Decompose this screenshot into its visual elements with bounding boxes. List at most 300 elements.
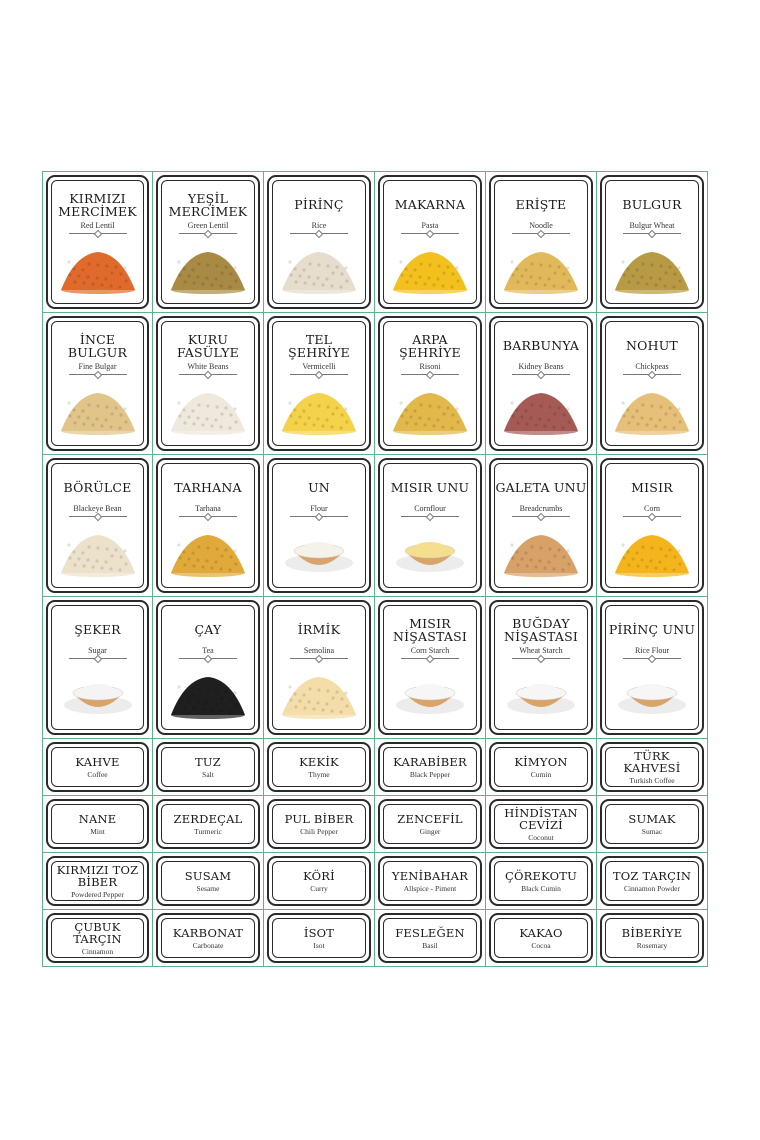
label-title: TÜRK KAHVESİ xyxy=(623,748,681,775)
label-title: FESLEĞEN xyxy=(395,925,465,940)
label-inner-frame xyxy=(272,180,366,304)
label-title: NANE xyxy=(78,811,117,826)
label-cell xyxy=(264,796,375,853)
food-photo xyxy=(387,240,473,296)
label-title: ÇUBUK TARÇIN xyxy=(73,919,122,946)
label-frame xyxy=(489,913,593,963)
label-frame xyxy=(267,799,371,849)
label-frame xyxy=(378,316,482,451)
label-inner-frame xyxy=(605,180,699,304)
label-subtitle: Kidney Beans xyxy=(518,362,564,371)
food-photo xyxy=(498,665,584,721)
label-frame xyxy=(600,913,704,963)
label-title: ZENCEFİL xyxy=(397,811,463,826)
label-subtitle: Flour xyxy=(310,504,328,513)
label-cell xyxy=(153,597,264,739)
food-photo xyxy=(55,665,141,721)
label-inner-frame xyxy=(494,861,588,901)
label-frame xyxy=(600,856,704,906)
label-inner-frame xyxy=(605,861,699,901)
food-photo xyxy=(276,665,362,721)
label-title: PİRİNÇ xyxy=(294,197,344,212)
label-subtitle: Cocoa xyxy=(531,940,551,950)
label-cell xyxy=(153,853,264,910)
label-inner-frame xyxy=(383,804,477,844)
label-cell xyxy=(264,910,375,967)
food-photo xyxy=(165,665,251,721)
noodle-image xyxy=(498,240,584,296)
corn-image xyxy=(609,523,695,579)
food-photo xyxy=(387,665,473,721)
label-cell xyxy=(264,597,375,739)
label-subtitle: Cornflour xyxy=(414,504,446,513)
white-beans-image xyxy=(165,381,251,437)
ornament-divider xyxy=(290,233,348,234)
label-subtitle: Cinnamon xyxy=(81,946,114,956)
food-photo xyxy=(609,381,695,437)
label-frame xyxy=(600,742,704,792)
small-label-grid xyxy=(42,739,708,967)
label-title: TUZ xyxy=(195,754,221,769)
label-title: HİNDİSTAN CEVİZİ xyxy=(504,805,578,832)
label-title: MISIR xyxy=(631,480,673,495)
label-inner-frame xyxy=(161,463,255,588)
label-inner-frame xyxy=(161,804,255,844)
label-frame xyxy=(156,175,260,309)
label-subtitle: Coconut xyxy=(528,832,554,842)
label-inner-frame xyxy=(494,463,588,588)
label-cell xyxy=(264,313,375,455)
label-subtitle: Salt xyxy=(202,769,214,779)
food-photo xyxy=(165,523,251,579)
rice-image xyxy=(276,240,362,296)
label-title: ŞEKER xyxy=(74,622,121,637)
label-frame xyxy=(267,742,371,792)
label-cell xyxy=(42,455,153,597)
label-subtitle: Corn xyxy=(644,504,660,513)
label-title: KARBONAT xyxy=(172,925,244,940)
label-cell xyxy=(153,910,264,967)
ornament-divider xyxy=(69,658,127,659)
food-photo xyxy=(609,665,695,721)
label-frame xyxy=(46,742,149,792)
label-subtitle: Ginger xyxy=(419,826,441,836)
label-frame xyxy=(156,799,260,849)
label-title: ÇAY xyxy=(194,622,222,637)
label-inner-frame xyxy=(494,918,588,958)
label-cell xyxy=(153,739,264,796)
label-subtitle: Red Lentil xyxy=(80,221,115,230)
label-frame xyxy=(489,799,593,849)
vermicelli-image xyxy=(276,381,362,437)
ornament-divider xyxy=(512,516,570,517)
label-frame xyxy=(600,600,704,735)
tea-image xyxy=(165,665,251,721)
corn-starch-image xyxy=(387,665,473,721)
chickpeas-image xyxy=(609,381,695,437)
label-title: TEL ŞEHRİYE xyxy=(288,331,350,360)
label-frame xyxy=(267,175,371,309)
label-title: ARPA ŞEHRİYE xyxy=(399,331,461,360)
label-frame xyxy=(600,458,704,593)
label-title: SUMAK xyxy=(628,811,676,826)
label-cell xyxy=(153,171,264,313)
label-inner-frame xyxy=(383,321,477,446)
label-subtitle: Chili Pepper xyxy=(300,826,338,836)
label-title: PUL BİBER xyxy=(284,811,354,826)
label-frame xyxy=(489,600,593,735)
label-subtitle: Chickpeas xyxy=(635,362,669,371)
label-inner-frame xyxy=(383,180,477,304)
semolina-image xyxy=(276,665,362,721)
ornament-divider xyxy=(623,374,681,375)
ornament-divider xyxy=(290,374,348,375)
label-title: BULGUR xyxy=(622,197,682,212)
food-photo xyxy=(498,381,584,437)
label-frame xyxy=(489,175,593,309)
label-cell xyxy=(486,455,597,597)
label-frame xyxy=(46,856,149,906)
label-subtitle: Cinnamon Powder xyxy=(623,883,681,893)
label-cell xyxy=(597,171,708,313)
label-subtitle: Mint xyxy=(90,826,105,836)
label-inner-frame xyxy=(51,861,144,901)
label-frame xyxy=(378,856,482,906)
label-title: TARHANA xyxy=(174,480,242,495)
label-cell xyxy=(486,313,597,455)
label-subtitle: Isot xyxy=(313,940,325,950)
label-frame xyxy=(378,458,482,593)
label-inner-frame xyxy=(605,918,699,958)
label-cell xyxy=(375,455,486,597)
label-inner-frame xyxy=(494,605,588,730)
kidney-beans-image xyxy=(498,381,584,437)
label-inner-frame xyxy=(272,861,366,901)
label-title: GALETA UNU xyxy=(495,480,587,495)
label-inner-frame xyxy=(383,918,477,958)
label-frame xyxy=(267,600,371,735)
label-title: PİRİNÇ UNU xyxy=(608,622,696,637)
ornament-divider xyxy=(401,374,459,375)
ornament-divider xyxy=(179,233,237,234)
label-subtitle: Black Cumin xyxy=(521,883,561,893)
label-title: TOZ TARÇIN xyxy=(612,868,692,883)
label-title: SUSAM xyxy=(184,868,232,883)
food-photo xyxy=(387,523,473,579)
label-inner-frame xyxy=(605,321,699,446)
label-subtitle: Bulgur Wheat xyxy=(629,221,675,230)
label-subtitle: Sumac xyxy=(641,826,663,836)
label-inner-frame xyxy=(161,605,255,730)
label-frame xyxy=(378,600,482,735)
label-frame xyxy=(378,742,482,792)
label-title: İRMİK xyxy=(297,622,341,637)
rice-flour-image xyxy=(609,665,695,721)
label-subtitle: Blackeye Bean xyxy=(73,504,122,513)
label-cell xyxy=(375,597,486,739)
pasta-image xyxy=(387,240,473,296)
label-inner-frame xyxy=(383,861,477,901)
label-cell xyxy=(42,313,153,455)
label-cell xyxy=(264,171,375,313)
label-frame xyxy=(378,175,482,309)
label-cell xyxy=(375,739,486,796)
label-subtitle: Turkish Coffee xyxy=(629,775,675,785)
ornament-divider xyxy=(401,658,459,659)
label-inner-frame xyxy=(605,463,699,588)
food-photo xyxy=(609,240,695,296)
label-cell xyxy=(486,171,597,313)
food-photo xyxy=(498,523,584,579)
label-subtitle: Rice xyxy=(311,221,327,230)
ornament-divider xyxy=(69,516,127,517)
food-photo xyxy=(165,240,251,296)
label-cell xyxy=(375,313,486,455)
label-subtitle: Tea xyxy=(202,646,214,655)
label-frame xyxy=(489,856,593,906)
label-subtitle: Fine Bulgar xyxy=(78,362,117,371)
ornament-divider xyxy=(179,516,237,517)
label-cell xyxy=(375,171,486,313)
label-inner-frame xyxy=(161,747,255,787)
label-sheet xyxy=(42,171,708,967)
label-subtitle: Green Lentil xyxy=(187,221,229,230)
label-frame xyxy=(46,175,149,309)
label-subtitle: Rice Flour xyxy=(635,646,669,655)
ornament-divider xyxy=(179,374,237,375)
fine-bulgur-image xyxy=(55,381,141,437)
label-title: BUĞDAY NİŞASTASI xyxy=(503,615,578,644)
label-frame xyxy=(46,316,149,451)
label-subtitle: Breadcrumbs xyxy=(519,504,563,513)
label-frame xyxy=(46,600,149,735)
food-photo xyxy=(609,523,695,579)
label-cell xyxy=(486,910,597,967)
label-frame xyxy=(267,458,371,593)
label-subtitle: Carbonate xyxy=(192,940,224,950)
label-frame xyxy=(156,458,260,593)
label-inner-frame xyxy=(161,321,255,446)
label-title: YEŞİL MERCİMEK xyxy=(168,190,248,219)
label-subtitle: Powdered Pepper xyxy=(71,889,124,899)
label-subtitle: Wheat Starch xyxy=(519,646,563,655)
ornament-divider xyxy=(69,374,127,375)
label-subtitle: White Beans xyxy=(187,362,229,371)
label-inner-frame xyxy=(272,605,366,730)
wheat-starch-image xyxy=(498,665,584,721)
ornament-divider xyxy=(512,374,570,375)
label-subtitle: Rosemary xyxy=(636,940,668,950)
label-frame xyxy=(156,856,260,906)
food-photo xyxy=(276,523,362,579)
label-subtitle: Semolina xyxy=(303,646,335,655)
label-inner-frame xyxy=(51,747,144,787)
label-subtitle: Corn Starch xyxy=(410,646,450,655)
label-inner-frame xyxy=(605,747,699,787)
label-frame xyxy=(600,175,704,309)
label-subtitle: Vermicelli xyxy=(302,362,336,371)
food-photo xyxy=(165,381,251,437)
food-photo xyxy=(498,240,584,296)
label-inner-frame xyxy=(272,804,366,844)
label-title: KARABİBER xyxy=(393,754,467,769)
label-inner-frame xyxy=(51,605,144,730)
label-subtitle: Sugar xyxy=(88,646,107,655)
label-frame xyxy=(378,913,482,963)
label-frame xyxy=(378,799,482,849)
label-inner-frame xyxy=(605,605,699,730)
label-cell xyxy=(375,910,486,967)
label-subtitle: Black Pepper xyxy=(409,769,451,779)
label-cell xyxy=(153,796,264,853)
label-cell xyxy=(597,853,708,910)
label-inner-frame xyxy=(51,804,144,844)
label-frame xyxy=(267,316,371,451)
label-cell xyxy=(597,796,708,853)
label-subtitle: Coffee xyxy=(87,769,108,779)
label-inner-frame xyxy=(605,804,699,844)
breadcrumbs-image xyxy=(498,523,584,579)
label-frame xyxy=(156,600,260,735)
ornament-divider xyxy=(179,658,237,659)
label-inner-frame xyxy=(494,747,588,787)
label-title: KEKİK xyxy=(299,754,339,769)
label-frame xyxy=(489,316,593,451)
label-cell xyxy=(42,739,153,796)
ornament-divider xyxy=(623,658,681,659)
label-cell xyxy=(42,910,153,967)
label-cell xyxy=(153,313,264,455)
label-title: İNCE BULGUR xyxy=(67,331,128,360)
label-title: BÖRÜLCE xyxy=(63,480,132,495)
label-subtitle: Turmeric xyxy=(194,826,222,836)
label-title: ZERDEÇAL xyxy=(173,811,243,826)
red-lentil-image xyxy=(55,240,141,296)
label-subtitle: Noodle xyxy=(529,221,553,230)
label-frame xyxy=(156,913,260,963)
label-cell xyxy=(42,597,153,739)
label-title: KAHVE xyxy=(75,754,120,769)
label-cell xyxy=(264,739,375,796)
label-subtitle: Basil xyxy=(422,940,438,950)
label-frame xyxy=(46,458,149,593)
risoni-image xyxy=(387,381,473,437)
ornament-divider xyxy=(69,233,127,234)
label-title: ÇÖREKOTU xyxy=(505,868,577,883)
label-cell xyxy=(597,739,708,796)
label-subtitle: Pasta xyxy=(421,221,439,230)
label-frame xyxy=(600,799,704,849)
label-inner-frame xyxy=(161,918,255,958)
label-inner-frame xyxy=(494,321,588,446)
label-subtitle: Allspice - Piment xyxy=(403,883,457,893)
label-cell xyxy=(597,597,708,739)
label-subtitle: Risoni xyxy=(419,362,441,371)
ornament-divider xyxy=(401,233,459,234)
label-frame xyxy=(156,316,260,451)
label-title: MISIR UNU xyxy=(390,480,470,495)
label-title: UN xyxy=(308,480,330,495)
label-cell xyxy=(264,455,375,597)
food-photo xyxy=(55,523,141,579)
label-inner-frame xyxy=(272,463,366,588)
label-cell xyxy=(486,597,597,739)
label-title: KÖRİ xyxy=(303,868,335,883)
label-title: NOHUT xyxy=(626,338,678,353)
label-inner-frame xyxy=(383,463,477,588)
label-title: KIRMIZI MERCİMEK xyxy=(58,190,137,219)
label-frame xyxy=(156,742,260,792)
label-inner-frame xyxy=(494,804,588,844)
label-inner-frame xyxy=(383,605,477,730)
label-title: İSOT xyxy=(303,925,335,940)
label-frame xyxy=(267,913,371,963)
flour-image xyxy=(276,523,362,579)
label-cell xyxy=(42,853,153,910)
cornflour-image xyxy=(387,523,473,579)
label-cell xyxy=(42,171,153,313)
ornament-divider xyxy=(401,516,459,517)
label-title: YENİBAHAR xyxy=(391,868,469,883)
label-cell xyxy=(597,455,708,597)
label-inner-frame xyxy=(383,747,477,787)
label-frame xyxy=(46,799,149,849)
label-frame xyxy=(600,316,704,451)
ornament-divider xyxy=(623,233,681,234)
label-cell xyxy=(486,796,597,853)
label-subtitle: Curry xyxy=(310,883,328,893)
label-subtitle: Cumin xyxy=(530,769,552,779)
label-cell xyxy=(375,853,486,910)
label-inner-frame xyxy=(272,747,366,787)
label-cell xyxy=(375,796,486,853)
label-frame xyxy=(267,856,371,906)
label-title: KİMYON xyxy=(514,754,568,769)
label-frame xyxy=(489,458,593,593)
label-inner-frame xyxy=(494,180,588,304)
label-frame xyxy=(46,913,149,963)
label-cell xyxy=(42,796,153,853)
ornament-divider xyxy=(290,658,348,659)
label-title: KURU FASÜLYE xyxy=(177,331,239,360)
label-frame xyxy=(489,742,593,792)
label-title: MISIR NİŞASTASI xyxy=(392,615,467,644)
blackeye-bean-image xyxy=(55,523,141,579)
label-title: MAKARNA xyxy=(394,197,466,212)
ornament-divider xyxy=(512,658,570,659)
label-inner-frame xyxy=(272,321,366,446)
label-inner-frame xyxy=(51,321,144,446)
label-cell xyxy=(153,455,264,597)
label-subtitle: Tarhana xyxy=(195,504,221,513)
label-inner-frame xyxy=(51,463,144,588)
label-cell xyxy=(597,313,708,455)
label-inner-frame xyxy=(161,861,255,901)
label-title: BARBUNYA xyxy=(502,338,580,353)
food-photo xyxy=(276,381,362,437)
ornament-divider xyxy=(290,516,348,517)
label-inner-frame xyxy=(161,180,255,304)
label-cell xyxy=(486,739,597,796)
label-title: ERİŞTE xyxy=(515,197,567,212)
ornament-divider xyxy=(623,516,681,517)
label-title: KAKAO xyxy=(519,925,563,940)
label-inner-frame xyxy=(272,918,366,958)
label-subtitle: Thyme xyxy=(308,769,330,779)
label-cell xyxy=(486,853,597,910)
label-subtitle: Sesame xyxy=(196,883,220,893)
bulgur-image xyxy=(609,240,695,296)
